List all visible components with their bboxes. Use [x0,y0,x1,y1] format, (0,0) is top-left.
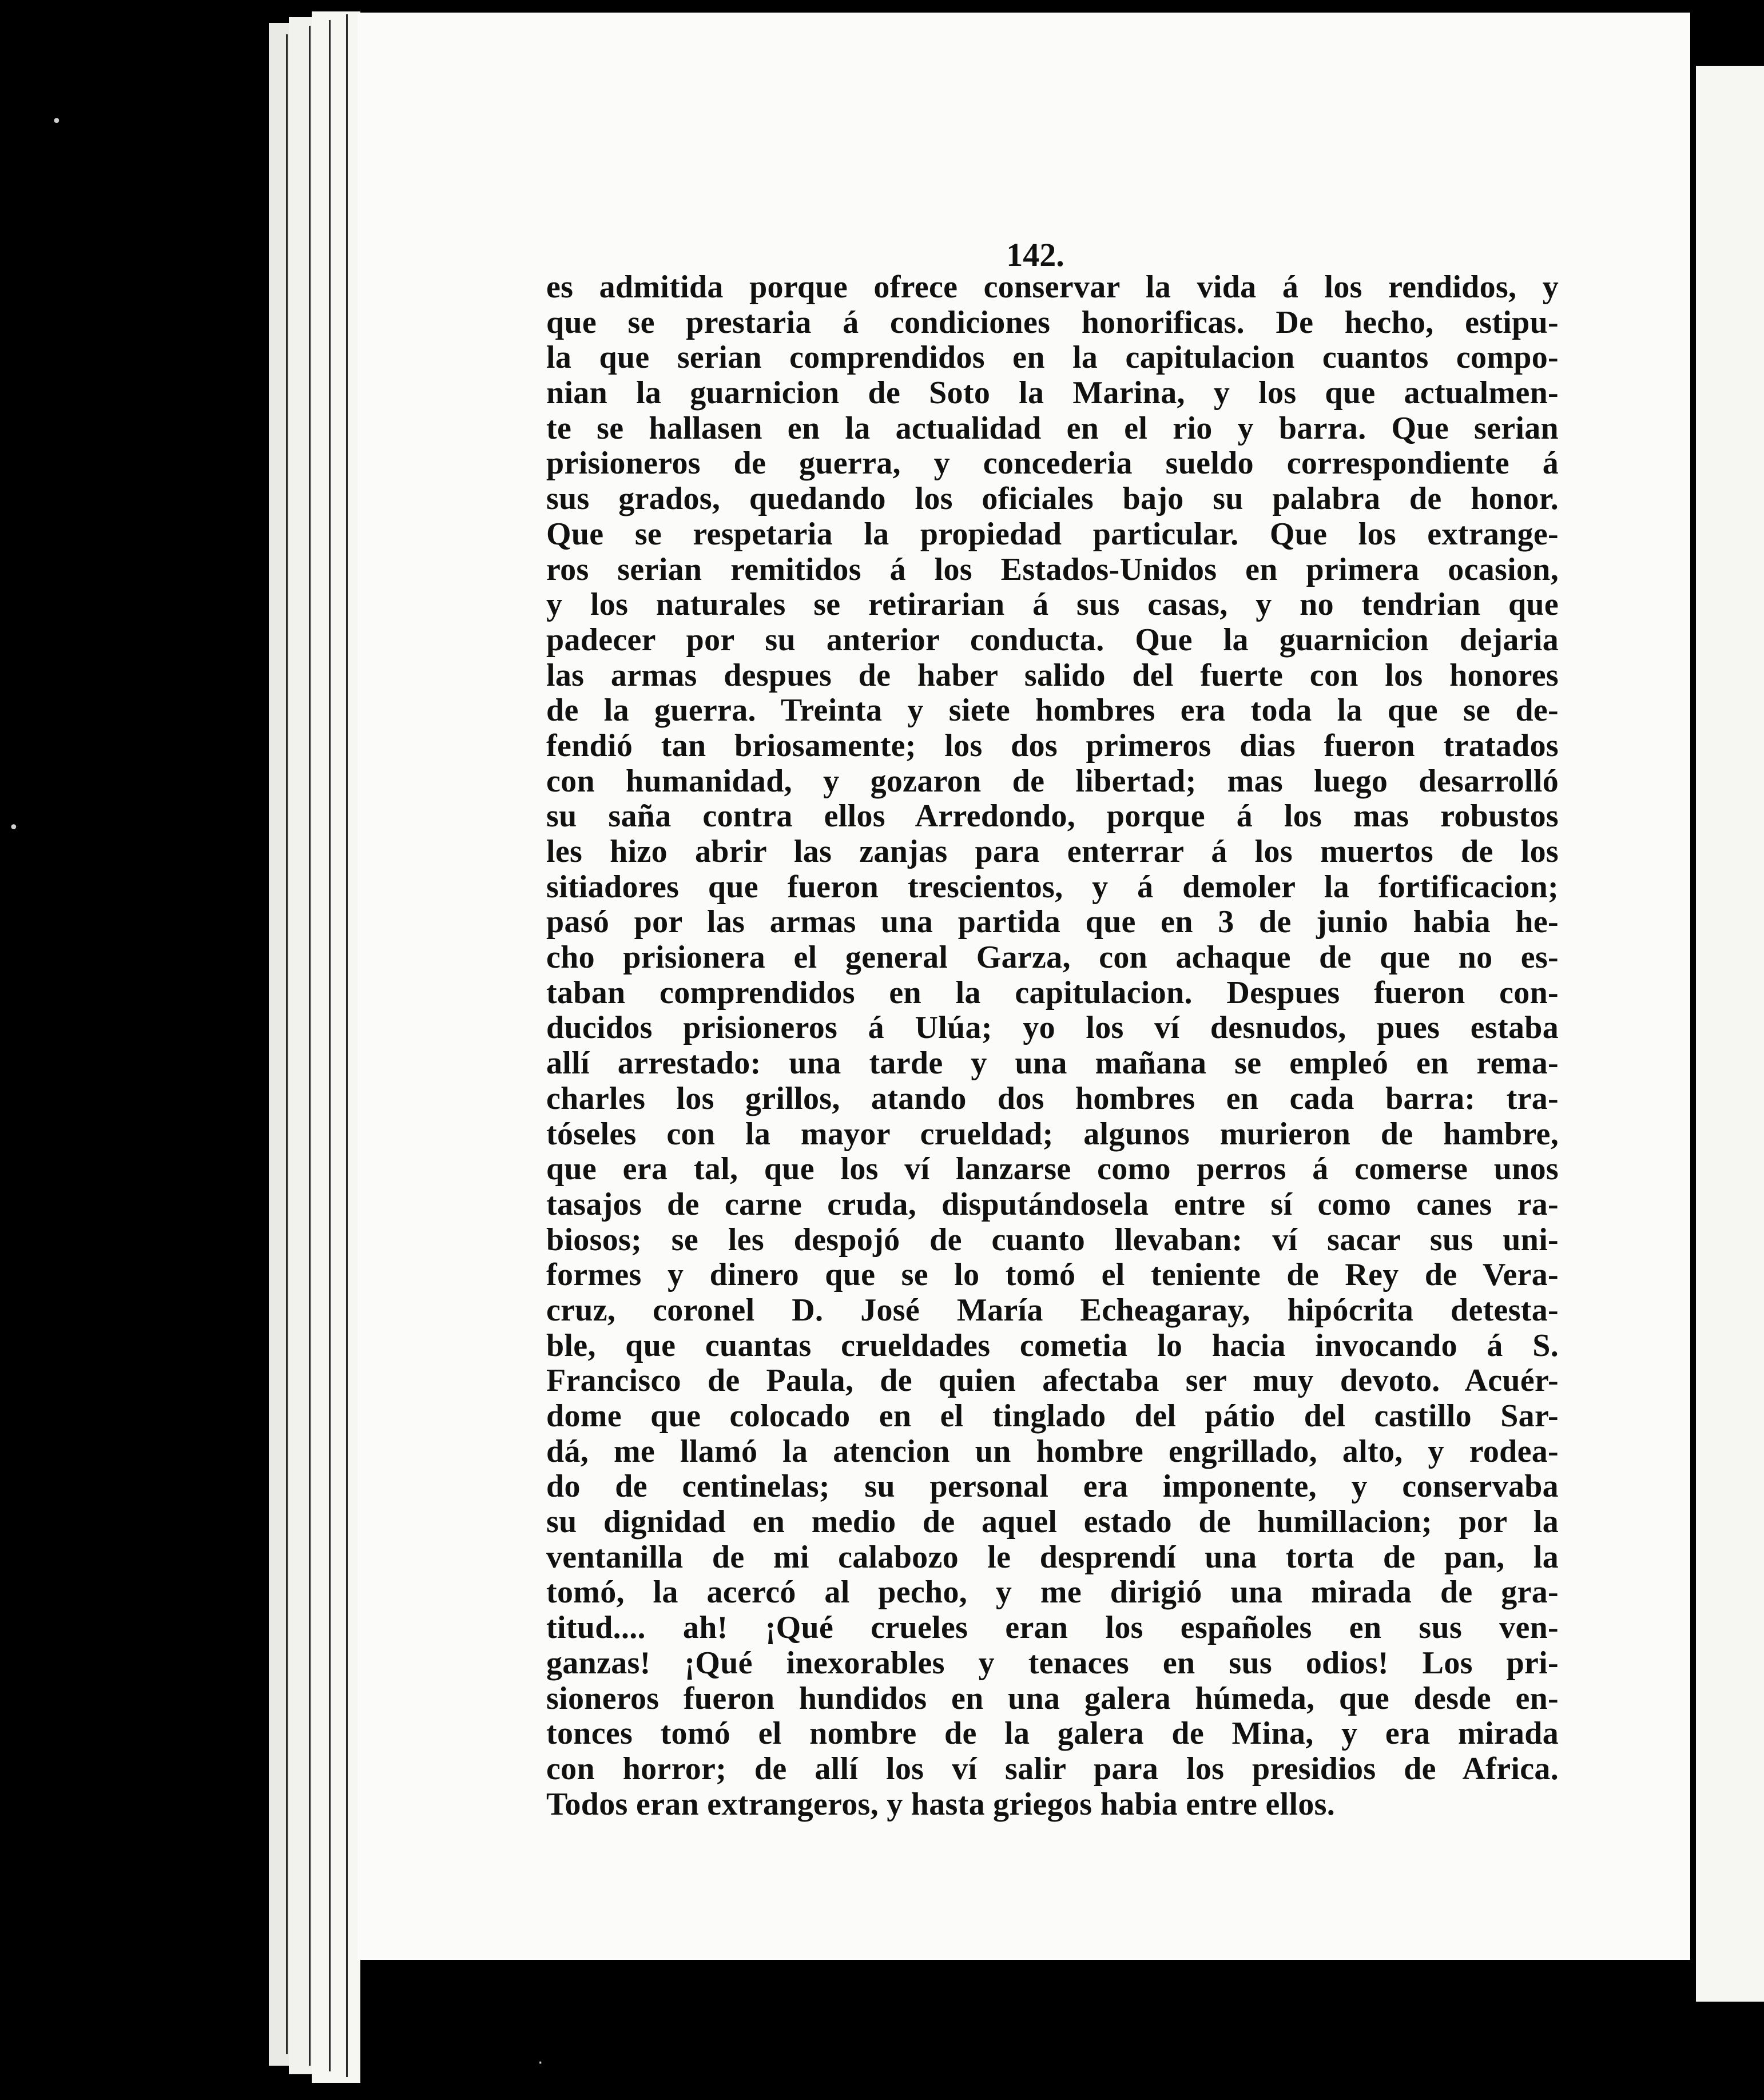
text-line: ducidos prisioneros á Ulúa; yo los ví desnudos, pues estaba [546,1010,1559,1046]
scan-speck: • [51,112,62,132]
text-line: tóseles con la mayor crueldad; algunos murieron de hambre, [546,1116,1559,1152]
text-line: tasajos de carne cruda, disputándosela entre sí como canes ra- [546,1186,1559,1222]
text-line: dome que colocado en el tinglado del pátio del castillo Sar- [546,1398,1559,1434]
text-line: su saña contra ellos Arredondo, porque á los mas robustos [546,798,1559,834]
text-line: la que serian comprendidos en la capitulacion cuantos compo- [546,340,1559,376]
scan-speck: • [9,818,19,838]
text-line: charles los grillos, atando dos hombres en cada barra: tra- [546,1080,1559,1116]
text-line: es admitida porque ofrece conservar la vida á los rendidos, y [546,269,1559,305]
text-line: padecer por su anterior conducta. Que la guarnicion dejaria [546,622,1559,658]
text-line: te se hallasen en la actualidad en el rio y barra. Que serian [546,410,1559,446]
page-edge-line [346,14,348,2077]
page-number: 142. [1006,236,1064,273]
page-edge-line [309,26,311,2066]
text-line: ros serian remitidos á los Estados-Unidos en primera ocasion, [546,551,1559,587]
text-line: de la guerra. Treinta y siete hombres era toda la que se de- [546,693,1559,729]
text-line: Francisco de Paula, de quien afectaba ser muy devoto. Acuér- [546,1363,1559,1399]
body-text [546,270,1559,1822]
text-line: sus grados, quedando los oficiales bajo su palabra de honor. [546,481,1559,517]
page-edge-line [286,34,288,2054]
text-line: sitiadores que fueron trescientos, y á demoler la fortificacion; [546,869,1559,905]
text-line: que se prestaria á condiciones honorificas. De hecho, estipu- [546,304,1559,340]
text-line: tomó, la acercó al pecho, y me dirigió una mirada de gra- [546,1574,1559,1610]
text-line: tonces tomó el nombre de la galera de Mina, y era mirada [546,1716,1559,1752]
page-edge-line [329,20,331,2071]
text-line: las armas despues de haber salido del fuerte con los honores [546,657,1559,693]
text-line: biosos; se les despojó de cuanto llevaban: ví sacar sus uni- [546,1222,1559,1258]
book-page [357,13,1690,1960]
text-line: ble, que cuantas crueldades cometia lo hacia invocando á S. [546,1327,1559,1363]
text-line: les hizo abrir las zanjas para enterrar á los muertos de los [546,834,1559,869]
text-line: titud.... ah! ¡Qué crueles eran los españoles en sus ven- [546,1610,1559,1646]
facing-page-edge [1696,66,1764,2002]
text-line: prisioneros de guerra, y concederia sueldo correspondiente á [546,446,1559,482]
text-line: taban comprendidos en la capitulacion. Despues fueron con- [546,975,1559,1011]
text-line: Todos eran extrangeros, y hasta griegos habia entre ellos. [546,1786,1336,1822]
scan-speck: · [538,2053,543,2073]
text-line: formes y dinero que se lo tomó el teniente de Rey de Vera- [546,1257,1559,1293]
text-line: que era tal, que los ví lanzarse como perros á comerse unos [546,1151,1559,1187]
text-line: allí arrestado: una tarde y una mañana se empleó en rema- [546,1045,1559,1081]
text-line: Que se respetaria la propiedad particular. Que los extrange- [546,516,1559,552]
text-line: do de centinelas; su personal era imponente, y conservaba [546,1469,1559,1505]
text-line: fendió tan briosamente; los dos primeros dias fueron tratados [546,727,1559,763]
text-line: con horror; de allí los ví salir para los presidios de Africa. [546,1751,1559,1787]
text-line: cruz, coronel D. José María Echeagaray, hipócrita detesta- [546,1292,1559,1328]
text-line: cho prisionera el general Garza, con achaque de que no es- [546,940,1559,976]
text-line: ganzas! ¡Qué inexorables y tenaces en sus odios! Los pri- [546,1645,1559,1681]
text-line: con humanidad, y gozaron de libertad; mas luego desarrolló [546,763,1559,799]
text-line: nian la guarnicion de Soto la Marina, y los que actualmen- [546,375,1559,411]
text-line: dá, me llamó la atencion un hombre engrillado, alto, y rodea- [546,1433,1559,1469]
text-line: pasó por las armas una partida que en 3 de junio habia he- [546,904,1559,940]
text-line: ventanilla de mi calabozo le desprendí una torta de pan, la [546,1539,1559,1575]
text-line: y los naturales se retirarian á sus casas, y no tendrian que [546,587,1559,623]
page-edge [312,11,360,2083]
text-line: su dignidad en medio de aquel estado de humillacion; por la [546,1504,1559,1540]
text-line: sioneros fueron hundidos en una galera húmeda, que desde en- [546,1680,1559,1716]
